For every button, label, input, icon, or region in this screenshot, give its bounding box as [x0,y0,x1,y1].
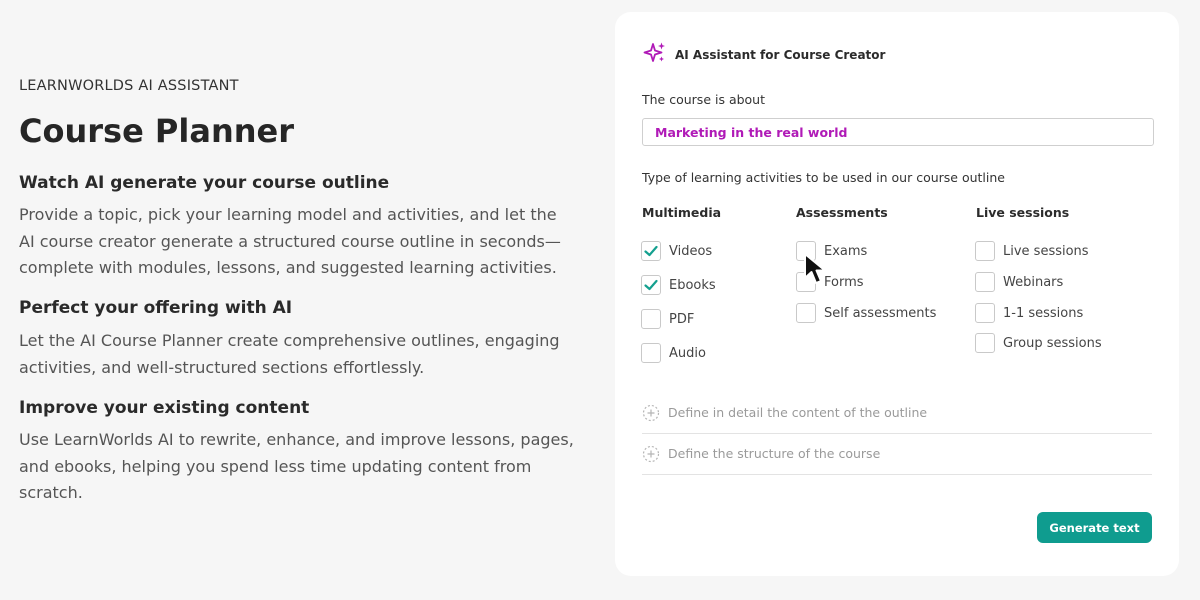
checkbox[interactable] [975,333,995,353]
accordion-define-structure[interactable] [642,433,1152,474]
checkbox-ebooks[interactable] [641,275,716,295]
checkbox-label: 1-1 sessions [1003,305,1084,321]
body-line: AI course creator generate a structured course outline in seconds— [19,231,561,251]
checkbox-audio[interactable] [641,343,706,363]
checkbox[interactable] [641,275,661,295]
course-topic-label: The course is about [642,92,766,107]
accordion-label: Define in detail the content of the outline [668,405,928,420]
checkbox-label: Forms [824,274,864,290]
checkbox-label: Videos [669,243,713,259]
checkbox-label: Self assessments [824,305,937,321]
checkbox[interactable] [975,303,995,323]
card-title: AI Assistant for Course Creator [675,48,886,62]
checkbox[interactable] [641,343,661,363]
body-line: Use LearnWorlds AI to rewrite, enhance, and improve lessons, pages, [19,430,574,449]
page-title: Course Planner [19,112,294,150]
checkbox-label: Ebooks [669,277,716,293]
body-line: complete with modules, lessons, and suggested learning activities. [19,258,557,277]
column-heading-live-sessions: Live sessions [976,205,1070,220]
plus-circle-icon [642,404,660,422]
section-heading-perfect: Perfect your offering with AI [19,298,293,318]
checkbox-label: Live sessions [1003,243,1089,259]
section-heading-improve: Improve your existing content [19,398,310,418]
section-body-generate [19,202,589,282]
plus-circle-icon [642,445,660,463]
course-topic-input[interactable] [642,118,1154,146]
accordion-label: Define the structure of the course [668,446,881,461]
checkbox[interactable] [641,241,661,261]
checkbox[interactable] [641,309,661,329]
checkbox-label: Audio [669,345,706,361]
checkbox-label: PDF [669,311,695,327]
column-heading-multimedia: Multimedia [642,205,722,220]
card-header [643,41,885,69]
course-topic-value: Marketing in the real world [655,124,848,140]
checkbox-label: Group sessions [1003,335,1102,351]
section-body-improve [19,427,589,507]
ai-assistant-card [615,12,1179,576]
checkbox-pdf[interactable] [641,309,694,329]
checkbox-group-sessions[interactable] [975,333,1102,353]
checkbox-live-sessions[interactable] [975,241,1089,261]
divider [642,474,1152,475]
mouse-pointer-icon [803,252,835,288]
checkbox-videos[interactable] [641,241,712,261]
eyebrow: LEARNWORLDS AI ASSISTANT [19,78,239,94]
checkbox[interactable] [975,241,995,261]
column-heading-assessments: Assessments [796,205,888,220]
sparkles-icon [643,41,667,69]
check-icon [643,243,659,259]
checkbox-self-assessments[interactable] [796,303,936,323]
activities-label: Type of learning activities to be used in our course outline [642,170,1005,185]
body-line: Provide a topic, pick your learning model and activities, and let the [19,205,557,224]
body-line: Let the AI Course Planner create comprehensive outlines, engaging [19,331,560,350]
body-line: and ebooks, helping you spend less time updating content from [19,456,532,476]
accordion-define-content[interactable] [642,392,1152,433]
checkbox[interactable] [975,272,995,292]
body-line: scratch. [19,483,83,502]
section-body-perfect [19,328,589,381]
section-heading-generate: Watch AI generate your course outline [19,173,390,193]
checkbox-label: Webinars [1003,274,1064,290]
generate-text-button[interactable]: Generate text [1037,512,1152,543]
check-icon [643,277,659,293]
checkbox-webinars[interactable] [975,272,1063,292]
body-line: activities, and well-structured sections effortlessly. [19,357,425,377]
checkbox-1-1-sessions[interactable] [975,303,1083,323]
checkbox[interactable] [796,303,816,323]
checkbox-label: Exams [824,243,868,259]
